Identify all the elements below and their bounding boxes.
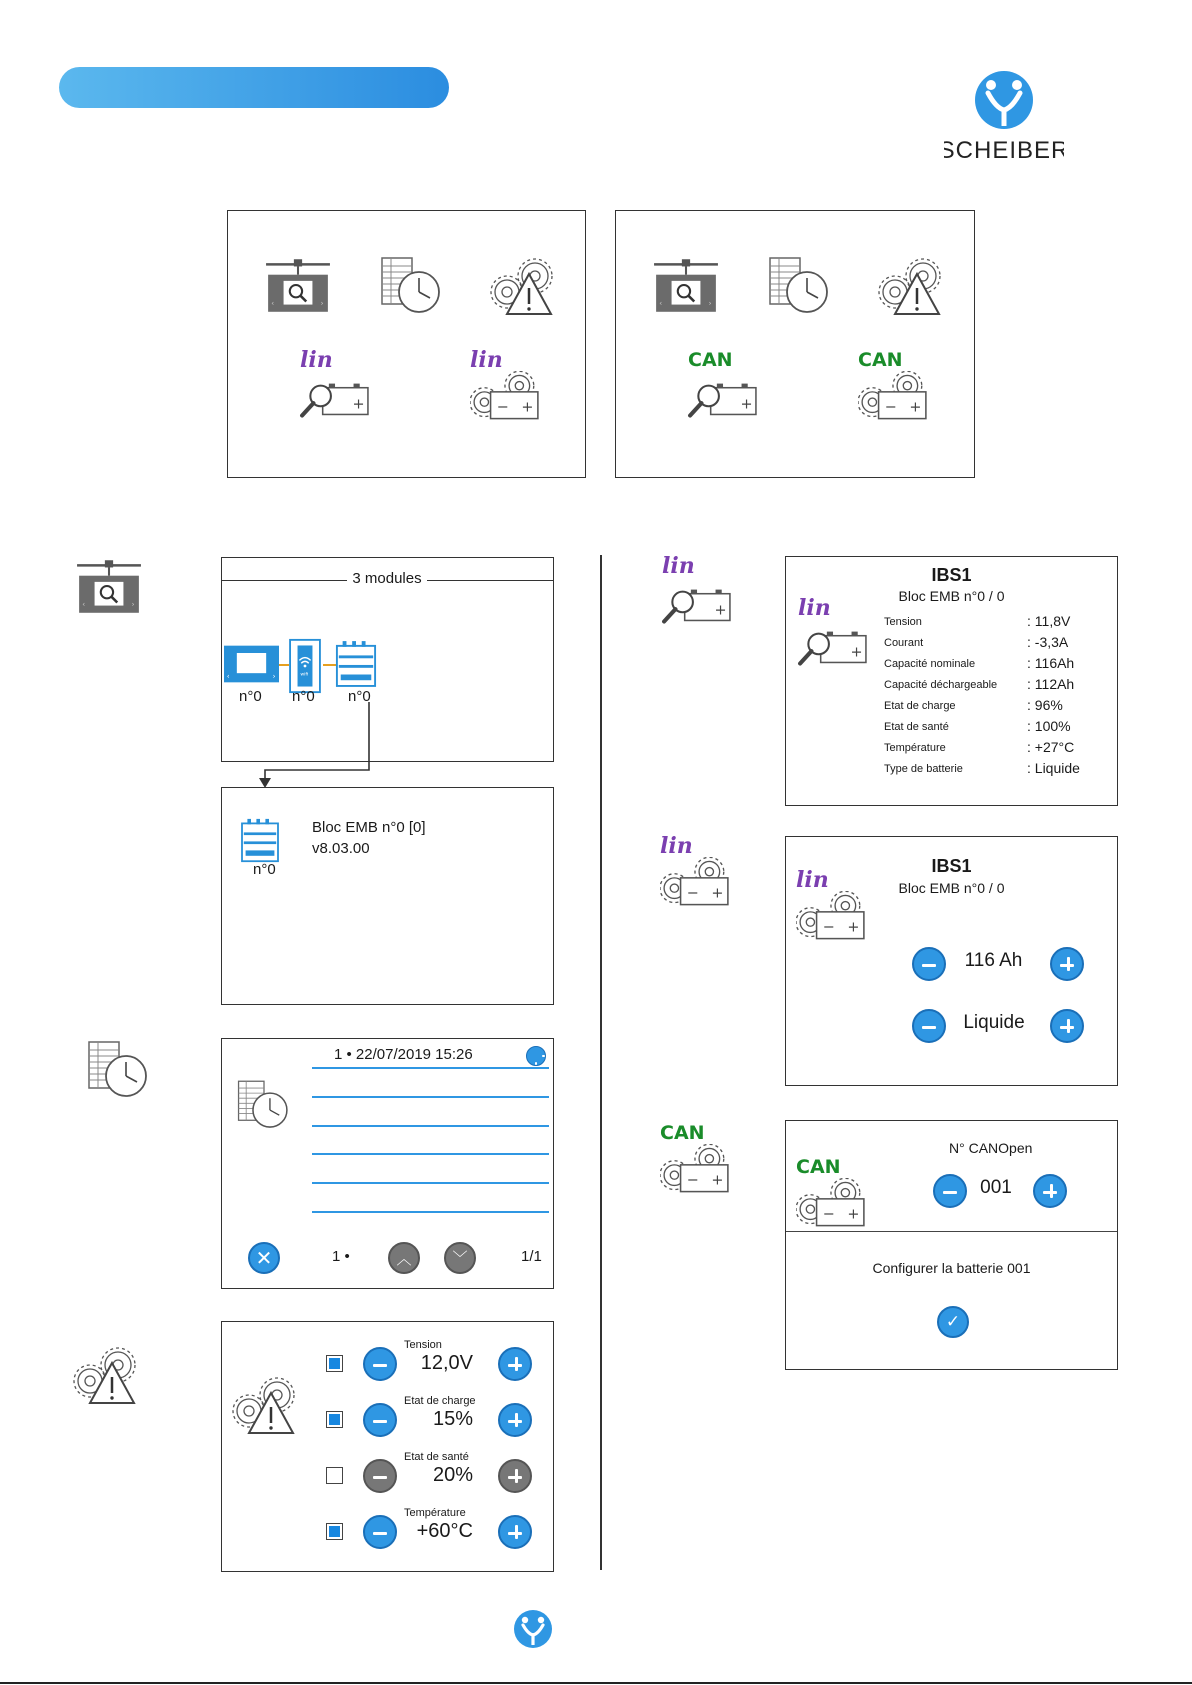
lin-logo-text: lin [798,595,831,621]
history-icon [86,1040,152,1100]
display-module-icon[interactable] [224,645,279,683]
can-config-screen [785,1120,1118,1370]
history-icon [236,1079,292,1131]
history-line [312,1153,549,1155]
alarm-label: Température [404,1507,466,1519]
ibs-title: IBS1 [931,856,972,876]
history-line [312,1182,549,1184]
increase-button[interactable] [498,1459,532,1493]
history-entry: 1 • 22/07/2019 15:26 [334,1046,473,1063]
history-pages: 1/1 [521,1248,542,1265]
history-screen [221,1038,554,1289]
history-line [312,1067,549,1069]
emb-block-icon[interactable] [335,640,377,688]
capacity-increase-button[interactable] [1050,947,1084,981]
scroll-down-button[interactable]: ﹀ [444,1242,476,1274]
scroll-up-button[interactable]: ︿ [388,1242,420,1274]
info-value: : +27°C [1027,739,1075,755]
alarm-value: 15% [432,1408,473,1430]
gear-warning-icon [231,1375,297,1435]
lin-logo-text: lin [660,833,693,859]
increase-button[interactable] [498,1347,532,1381]
lin-battery-search-icon[interactable] [298,349,370,421]
info-value: : 96% [1027,697,1063,713]
module-label: n°0 [239,688,262,705]
history-line [312,1096,549,1098]
history-index: 1 • [332,1248,350,1265]
ibs-config-screen [785,836,1118,1086]
capacity-value: 116 Ah [964,950,1023,971]
increase-button[interactable] [498,1515,532,1549]
info-value: : 112Ah [1027,676,1075,692]
info-label: Capacité déchargeable [884,679,998,691]
can-battery-gear-icon [796,1156,870,1231]
monitor-icon [75,557,143,615]
close-button[interactable]: ✕ [248,1242,280,1274]
scheiber-logo [944,68,1064,168]
decrease-button[interactable] [363,1459,397,1493]
svg-text:SCHEIBER: SCHEIBER [944,137,1064,163]
can-battery-gear-icon[interactable] [858,349,932,424]
alarm-checkbox[interactable] [326,1467,343,1484]
info-label: Courant [884,637,924,649]
type-decrease-button[interactable] [912,1009,946,1043]
alarms-screen [221,1321,554,1572]
info-label: Capacité nominale [884,658,976,670]
alarm-value: +60°C [416,1520,473,1542]
module-label: n°0 [292,688,315,705]
title-rule-left [222,580,347,581]
capacity-decrease-button[interactable] [912,947,946,981]
alarm-checkbox[interactable] [326,1355,343,1372]
ibs-info-screen [785,556,1118,806]
section-divider [786,1231,1117,1232]
lin-logo-text: lin [470,347,503,373]
lin-logo-text: lin [662,553,695,579]
wifi-module-icon[interactable] [286,638,324,694]
menu-can [615,210,975,478]
gear-warning-icon [72,1345,138,1405]
alarm-label: Etat de charge [404,1395,476,1407]
ibs-title: IBS1 [931,565,972,585]
can-battery-search-icon[interactable] [686,349,758,421]
info-label: Tension [884,616,922,628]
module-version: v8.03.00 [312,840,370,857]
can-logo-text: CAN [796,1156,841,1178]
title-rule-right [427,580,553,581]
modules-title: 3 modules [352,570,422,587]
can-number: 001 [980,1177,1012,1198]
history-line [312,1211,549,1213]
alarm-value: 20% [432,1464,473,1486]
module-detail-screen [221,787,554,1005]
battery-type-value: Liquide [963,1012,1025,1033]
lin-battery-gear-icon[interactable] [470,349,544,424]
info-value: : 100% [1027,718,1071,734]
decrease-button[interactable] [363,1403,397,1437]
lin-battery-search-icon [660,555,732,627]
alarm-checkbox[interactable] [326,1411,343,1428]
type-increase-button[interactable] [1050,1009,1084,1043]
alarm-value: 12,0V [420,1352,473,1374]
lin-battery-gear-icon [796,869,870,944]
history-icon[interactable] [379,256,445,316]
increase-button[interactable] [498,1403,532,1437]
module-name: Bloc EMB n°0 [0] [312,819,426,836]
alarm-label: Etat de santé [404,1451,469,1463]
module-detail-label: n°0 [253,861,276,878]
history-icon[interactable] [767,256,833,316]
decrease-button[interactable] [363,1347,397,1381]
column-divider [600,555,602,1570]
can-battery-gear-icon [660,1122,734,1197]
info-label: Etat de charge [884,700,956,712]
bottom-border [0,1682,1192,1684]
decrease-button[interactable] [363,1515,397,1549]
alarm-checkbox[interactable] [326,1523,343,1540]
connector-arrow [255,700,375,790]
can-logo-text: CAN [858,349,903,371]
add-entry-button[interactable] [526,1046,546,1066]
lin-logo-text: lin [796,867,829,893]
lin-battery-search-icon [796,597,868,669]
ibs-subtitle: Bloc EMB n°0 / 0 [898,588,1005,604]
info-value: : -3,3A [1027,634,1069,650]
alarm-label: Tension [404,1339,442,1351]
history-line [312,1125,549,1127]
canopen-label: N° CANOpen [949,1140,1033,1156]
info-value: : 116Ah [1027,655,1075,671]
monitor-icon[interactable] [264,256,332,314]
gear-warning-icon[interactable] [489,256,555,316]
configure-battery-label: Configurer la batterie 001 [872,1260,1031,1276]
lin-logo-text: lin [300,347,333,373]
confirm-button[interactable]: ✓ [937,1306,969,1338]
info-value: : Liquide [1027,760,1080,776]
info-label: Etat de santé [884,721,949,733]
emb-block-icon [240,818,280,863]
module-label: n°0 [348,688,371,705]
gear-warning-icon[interactable] [877,256,943,316]
lin-battery-gear-icon [660,835,734,910]
info-label: Type de batterie [884,763,963,775]
can-logo-text: CAN [660,1122,705,1144]
header-bar [59,67,449,108]
scheiber-logo-mark [944,68,1064,163]
monitor-icon[interactable] [652,256,720,314]
info-value: : 11,8V [1027,613,1071,629]
can-logo-text: CAN [688,349,733,371]
ibs-subtitle: Bloc EMB n°0 / 0 [898,880,1005,896]
menu-lin [227,210,586,478]
footer-logo-icon [512,1608,554,1650]
can-increase-button[interactable] [1033,1174,1067,1208]
can-decrease-button[interactable] [933,1174,967,1208]
info-label: Température [884,742,946,754]
